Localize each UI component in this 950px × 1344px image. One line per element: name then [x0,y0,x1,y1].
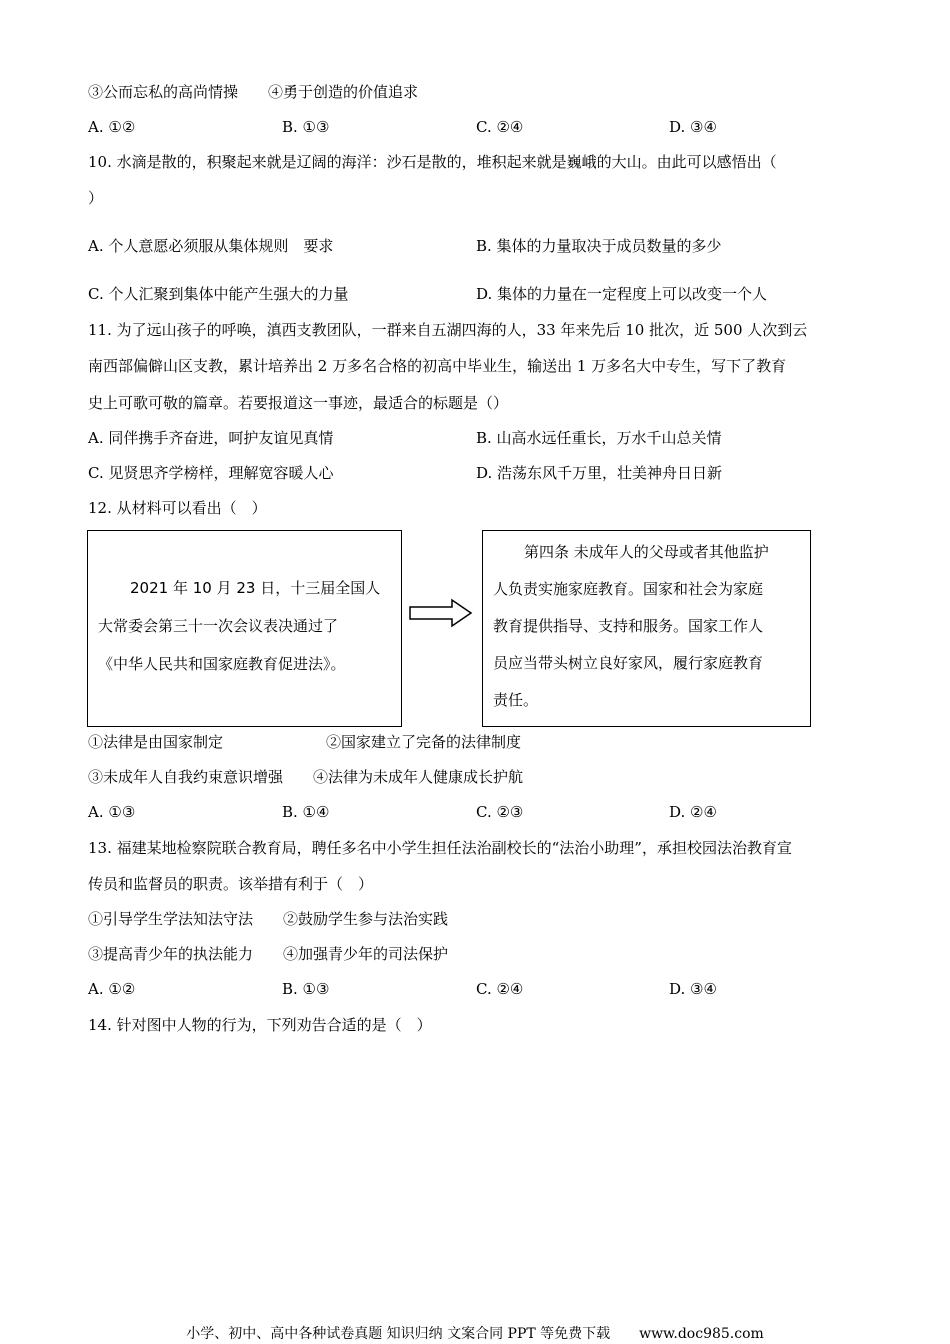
q13-items-line2: ③提高青少年的执法能力 ④加强青少年的司法保护 [88,945,449,963]
q12-item-1: ①法律是由国家制定 [88,733,224,751]
left-box-line-1: 2021 年 10 月 23 日，十三届全国人 [130,579,381,597]
right-arrow-icon [408,598,474,628]
q11-stem-line3: 史上可歌可敬的篇章。若要报道这一事迹，最适合的标题是（） [88,394,509,412]
q9-option-a: A. ①② [88,118,136,136]
q11-option-c: C. 见贤思齐学榜样，理解宽容暖人心 [88,464,334,482]
q13-stem-line2: 传员和监督员的职责。该举措有利于（ ） [88,875,374,893]
footer-text: 小学、初中、高中各种试卷真题 知识归纳 文案合同 PPT 等免费下载 [186,1326,611,1342]
q10-option-b: B. 集体的力量取决于成员数量的多少 [476,237,722,255]
q11-stem-line2: 南西部偏僻山区支教，累计培养出 2 万多名合格的初高中毕业生，输送出 1 万多名大中专生，写下了教育 [88,357,787,375]
q12-stem: 12. 从材料可以看出（ ） [88,499,267,517]
q10-option-c: C. 个人汇聚到集体中能产生强大的力量 [88,285,349,303]
right-box-line-2: 人负责实施家庭教育。国家和社会为家庭 [493,580,764,598]
page-footer [0,1323,950,1343]
q11-option-d: D. 浩荡东风千万里，壮美神舟日日新 [476,464,723,482]
q11-option-a: A. 同伴携手齐奋进，呵护友谊见真情 [88,429,334,447]
q14-stem: 14. 针对图中人物的行为，下列劝告合适的是（ ） [88,1016,432,1034]
left-box-line-2: 大常委会第三十一次会议表决通过了 [98,617,339,635]
footer-url[interactable]: www.doc985.com [639,1326,764,1342]
q10-stem-line1: 10. 水滴是散的，积聚起来就是辽阔的海洋：沙石是散的，堆积起来就是巍峨的大山。由此可以感悟出（ [88,153,777,171]
q12-option-b: B. ①④ [282,803,330,821]
q11-stem-line1: 11. 为了远山孩子的呼唤，滇西支教团队，一群来自五湖四海的人，33 年来先后 10 批次，近 500 人次到云 [88,321,808,339]
q11-option-b: B. 山高水远任重长，万水千山总关情 [476,429,722,447]
right-box-line-1: 第四条 未成年人的父母或者其他监护 [524,543,769,561]
right-box-line-5: 责任。 [493,691,539,709]
q12-option-c: C. ②③ [476,803,524,821]
q9-option-c: C. ②④ [476,118,524,136]
q12-option-a: A. ①③ [88,803,136,821]
q12-items-line2: ③未成年人自我约束意识增强 ④法律为未成年人健康成长护航 [88,768,524,786]
q13-stem-line1: 13. 福建某地检察院联合教育局，聘任多名中小学生担任法治副校长的“法治小助理”，承担校园法治教育宣 [88,839,792,857]
q13-option-a: A. ①② [88,980,136,998]
left-box-line-3: 《中华人民共和国家庭教育促进法》。 [98,655,346,673]
q9-option-d: D. ③④ [669,118,717,136]
q10-stem-line2: ） [88,189,104,207]
q12-option-d: D. ②④ [669,803,717,821]
q10-option-d: D. 集体的力量在一定程度上可以改变一个人 [476,285,768,303]
q13-option-d: D. ③④ [669,980,717,998]
right-box-line-3: 教育提供指导、支持和服务。国家工作人 [493,617,764,635]
q13-option-b: B. ①③ [282,980,330,998]
q12-item-2: ②国家建立了完备的法律制度 [326,733,522,751]
q13-option-c: C. ②④ [476,980,524,998]
q9-option-b: B. ①③ [282,118,330,136]
q12-left-material-box [87,530,402,727]
q13-items-line1: ①引导学生学法知法守法 ②鼓励学生参与法治实践 [88,910,449,928]
q10-option-a: A. 个人意愿必须服从集体规则 要求 [88,237,334,255]
right-box-line-4: 员应当带头树立良好家风，履行家庭教育 [493,654,764,672]
q9-items-line: ③公而忘私的高尚情操 ④勇于创造的价值追求 [88,83,419,101]
q12-right-material-box [482,530,811,727]
